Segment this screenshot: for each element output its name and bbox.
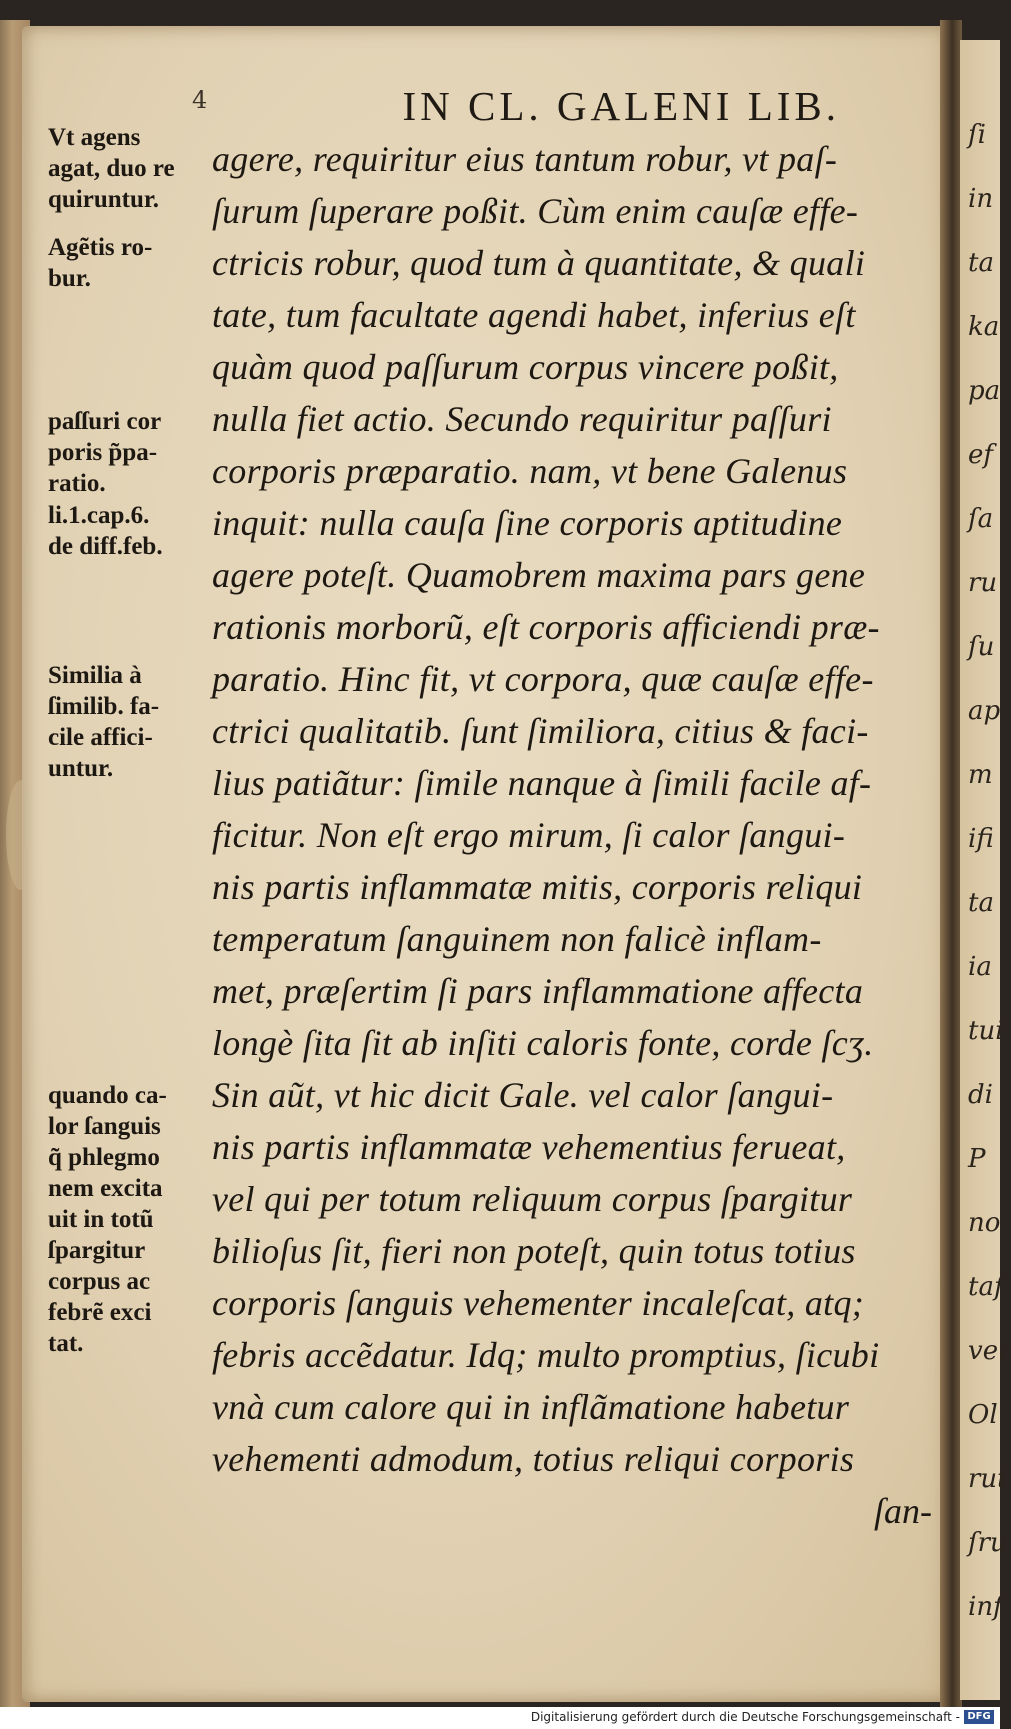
text-line: ctricis robur, quod tum à quantitate, & quali bbox=[212, 243, 866, 283]
marginal-note bbox=[48, 122, 175, 215]
marginal-note-line: poris p̃pa- bbox=[48, 439, 158, 466]
facing-page-fragment: rut bbox=[968, 1464, 1008, 1494]
text-line: bilioſus ſit, fieri non poteſt, quin totus totius bbox=[212, 1231, 856, 1271]
text-line: vehementi admodum, totius reliqui corporis bbox=[212, 1439, 855, 1479]
marginal-note-line: quando ca- bbox=[48, 1082, 167, 1109]
text-line: corporis ſanguis vehementer incaleſcat, atq; bbox=[212, 1283, 865, 1323]
marginal-note-line: cile affici- bbox=[48, 724, 153, 751]
marginal-note bbox=[48, 660, 159, 784]
marginal-note-line: nem excita bbox=[48, 1175, 163, 1202]
text-line: paratio. Hinc fit, vt corpora, quæ cauſæ effe- bbox=[212, 659, 874, 699]
facing-page-fragment: ta bbox=[968, 888, 994, 918]
text-line: febris accẽdatur. Idq; multo promptius, ſicubi bbox=[212, 1335, 880, 1375]
text-line: rationis morborũ, eſt corporis afficiendi præ- bbox=[212, 607, 880, 647]
facing-page-fragment: in bbox=[968, 184, 994, 214]
facing-page-fragment: ka bbox=[968, 312, 1000, 342]
text-line: vnà cum calore qui in inflãmatione habetur bbox=[212, 1387, 850, 1427]
facing-page-edge bbox=[960, 40, 1011, 1700]
facing-page-fragment: ap bbox=[968, 696, 1001, 726]
marginal-note-line: uit in totũ bbox=[48, 1206, 154, 1233]
dfg-logo-badge: DFG bbox=[964, 1710, 994, 1724]
text-line: Sin aũt, vt hic dicit Gale. vel calor ſangui- bbox=[212, 1075, 834, 1115]
facing-page-fragment: taſ bbox=[968, 1272, 1004, 1302]
marginal-note bbox=[48, 232, 152, 294]
marginal-note-line: tat. bbox=[48, 1330, 84, 1357]
facing-page-fragment: ru bbox=[968, 568, 998, 598]
marginal-note-line: de diff.feb. bbox=[48, 533, 163, 560]
facing-page-fragment: ſi bbox=[968, 120, 986, 150]
marginal-note-line: Vt agens bbox=[48, 124, 141, 151]
facing-page-fragment: Ol bbox=[968, 1400, 998, 1430]
marginal-note-line: Similia à bbox=[48, 662, 142, 689]
text-line: agere, requiritur eius tantum robur, vt paſ- bbox=[212, 139, 838, 179]
text-line: met, præſertim ſi pars inflammatione affecta bbox=[212, 971, 864, 1011]
book-gutter bbox=[940, 20, 962, 1710]
facing-page-fragment: P bbox=[968, 1144, 986, 1174]
footer-credit: Digitalisierung gefördert durch die Deutsche Forschungsgemeinschaft - bbox=[530, 1710, 960, 1724]
facing-page-fragment: no bbox=[968, 1208, 1001, 1238]
facing-page-fragment: ver bbox=[968, 1336, 1011, 1366]
facing-page-fragment: ſa bbox=[968, 504, 994, 534]
facing-page-fragment: ta bbox=[968, 248, 994, 278]
folio-mark: 4 bbox=[192, 86, 208, 114]
text-line: vel qui per totum reliquum corpus ſpargitur bbox=[212, 1179, 853, 1219]
text-line: nulla fiet actio. Secundo requiritur paſſuri bbox=[212, 399, 832, 439]
text-line: corporis præparatio. nam, vt bene Galenus bbox=[212, 451, 848, 491]
text-line: longè ſita ſit ab inſiti caloris fonte, corde ſcʒ. bbox=[212, 1023, 874, 1063]
marginal-note-line: ſimilib. fa- bbox=[48, 693, 160, 720]
facing-page-fragment: pa bbox=[968, 376, 1001, 406]
marginal-note-line: untur. bbox=[48, 755, 114, 782]
facing-page-fragment: ef bbox=[968, 440, 994, 470]
marginal-note-line: agat, duo re bbox=[48, 155, 175, 182]
text-line: quàm quod paſſurum corpus vincere poßit, bbox=[212, 347, 839, 387]
text-line: agere poteſt. Quamobrem maxima pars gene bbox=[212, 555, 866, 595]
marginal-note-line: paſſuri cor bbox=[48, 408, 162, 435]
marginal-note bbox=[48, 406, 161, 499]
marginal-note bbox=[48, 1080, 167, 1359]
text-line: ctrici qualitatib. ſunt ſimiliora, citius & faci- bbox=[212, 711, 869, 751]
marginal-note-line: q̃ phlegmo bbox=[48, 1144, 160, 1171]
text-line: tate, tum facultate agendi habet, inferius eſt bbox=[212, 295, 856, 335]
text-line: ſurum ſuperare poßit. Cùm enim cauſæ effe- bbox=[212, 191, 859, 231]
marginal-note-line: li.1.cap.6. bbox=[48, 502, 150, 529]
marginal-note-line: ratio. bbox=[48, 470, 106, 497]
facing-page-fragment: ifi bbox=[968, 824, 994, 854]
catchword: ſan- bbox=[874, 1491, 932, 1531]
facing-page-fragment: ſu bbox=[968, 632, 995, 662]
marginal-note-line: febrẽ exci bbox=[48, 1299, 152, 1326]
marginal-note-line: Agẽtis ro- bbox=[48, 234, 153, 261]
marginal-note-line: bur. bbox=[48, 265, 91, 292]
text-line: temperatum ſanguinem non falicè inflam- bbox=[212, 919, 822, 959]
marginal-note bbox=[48, 500, 163, 562]
text-line: inquit: nulla cauſa ſine corporis aptitudine bbox=[212, 503, 843, 543]
marginal-note-line: corpus ac bbox=[48, 1268, 151, 1295]
marginal-note-line: quiruntur. bbox=[48, 186, 159, 213]
facing-page-fragment: tui bbox=[968, 1016, 1004, 1046]
facing-page-fragment: ia bbox=[968, 952, 992, 982]
marginal-note-line: ſpargitur bbox=[48, 1237, 146, 1264]
text-line: nis partis inflammatæ mitis, corporis reliqui bbox=[212, 867, 863, 907]
facing-page-fragment: inf bbox=[968, 1592, 1003, 1622]
facing-page-fragment: di bbox=[968, 1080, 993, 1110]
facing-page-fragment: m bbox=[968, 760, 993, 790]
text-line: lius patiãtur: ſimile nanque à ſimili facile af- bbox=[212, 763, 872, 803]
text-line: ficitur. Non eſt ergo mirum, ſi calor ſangui- bbox=[212, 815, 846, 855]
text-line: nis partis inflammatæ vehementius ferueat, bbox=[212, 1127, 846, 1167]
facing-page-fragment: ſru bbox=[968, 1528, 1007, 1558]
running-head: IN CL. GALENI LIB. bbox=[402, 83, 840, 129]
marginal-note-line: lor ſanguis bbox=[48, 1113, 161, 1140]
